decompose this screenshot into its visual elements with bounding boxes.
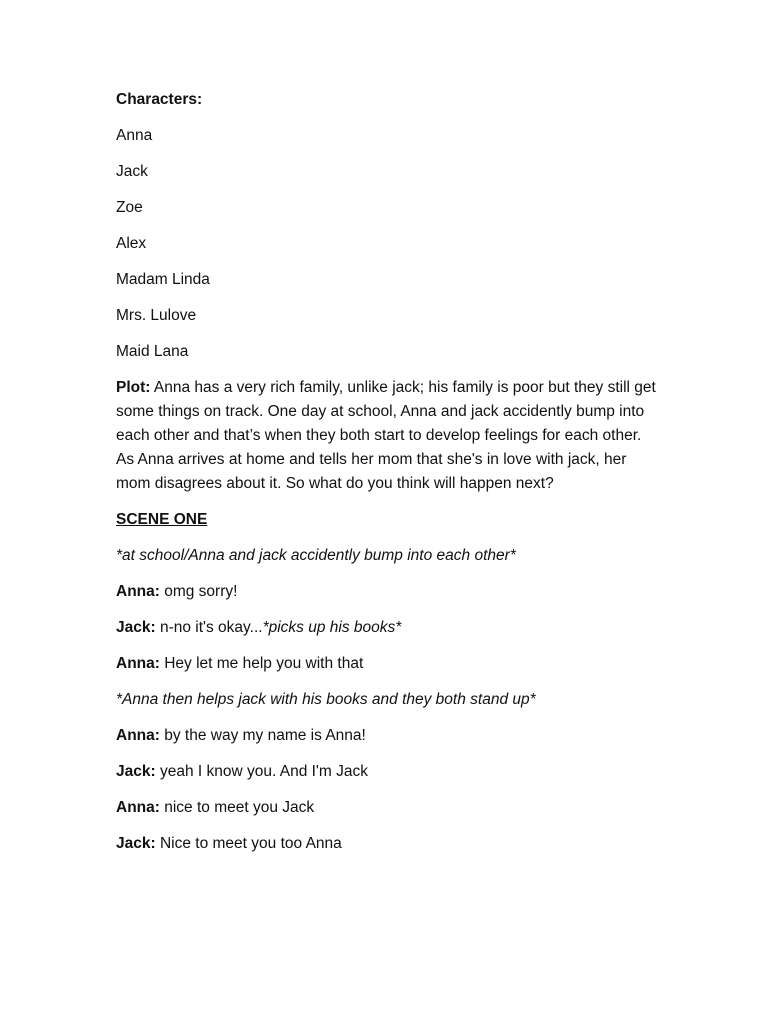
character-maid-lana: Maid Lana [116,343,189,360]
character-mrs-lulove: Mrs. Lulove [116,307,197,324]
dialogue-text: yeah I know you. And I'm Jack [155,763,368,780]
dialogue-text: by the way my name is Anna! [159,727,366,744]
dialogue-text: nice to meet you Jack [159,799,315,816]
plot-paragraph [116,376,656,496]
speaker-name: Anna: [116,655,160,672]
plot-label: Plot: [116,379,151,396]
dialogue-line [116,652,656,676]
character-zoe: Zoe [116,199,143,216]
character-madam-linda: Madam Linda [116,271,210,288]
dialogue-line [116,616,656,640]
speaker-name: Anna: [116,799,160,816]
dialogue-text: n-no it's okay... [155,619,263,636]
dialogue-line [116,580,656,604]
speaker-name: Jack: [116,763,156,780]
speaker-name: Jack: [116,835,156,852]
character-jack: Jack [116,163,148,180]
dialogue-text: Hey let me help you with that [159,655,364,672]
speaker-name: Anna: [116,727,160,744]
speaker-name: Jack: [116,619,156,636]
dialogue-line [116,832,656,856]
scene-heading: SCENE ONE [116,511,208,528]
character-anna: Anna [116,127,153,144]
character-alex: Alex [116,235,147,252]
inline-stage-direction: *picks up his books* [262,619,402,636]
dialogue-line [116,724,656,748]
dialogue-line [116,796,656,820]
stage-direction: *at school/Anna and jack accidently bump into each other* [116,547,516,564]
stage-direction: *Anna then helps jack with his books and they both stand up* [116,691,536,708]
plot-text: Anna has a very rich family, unlike jack; his family is poor but they still get some things on track. One day at school, Anna and jack accidently bump into each other and that’s when they both start to develop feelings for each other. As Anna arrives at home and tells her mom that she's in love with jack, her mom disagrees about it. So what do you think will happen next? [116,379,656,492]
document-content [116,88,656,868]
characters-heading: Characters: [116,91,203,108]
dialogue-line [116,760,656,784]
speaker-name: Anna: [116,583,160,600]
dialogue-text: Nice to meet you too Anna [155,835,342,852]
dialogue-text: omg sorry! [159,583,238,600]
